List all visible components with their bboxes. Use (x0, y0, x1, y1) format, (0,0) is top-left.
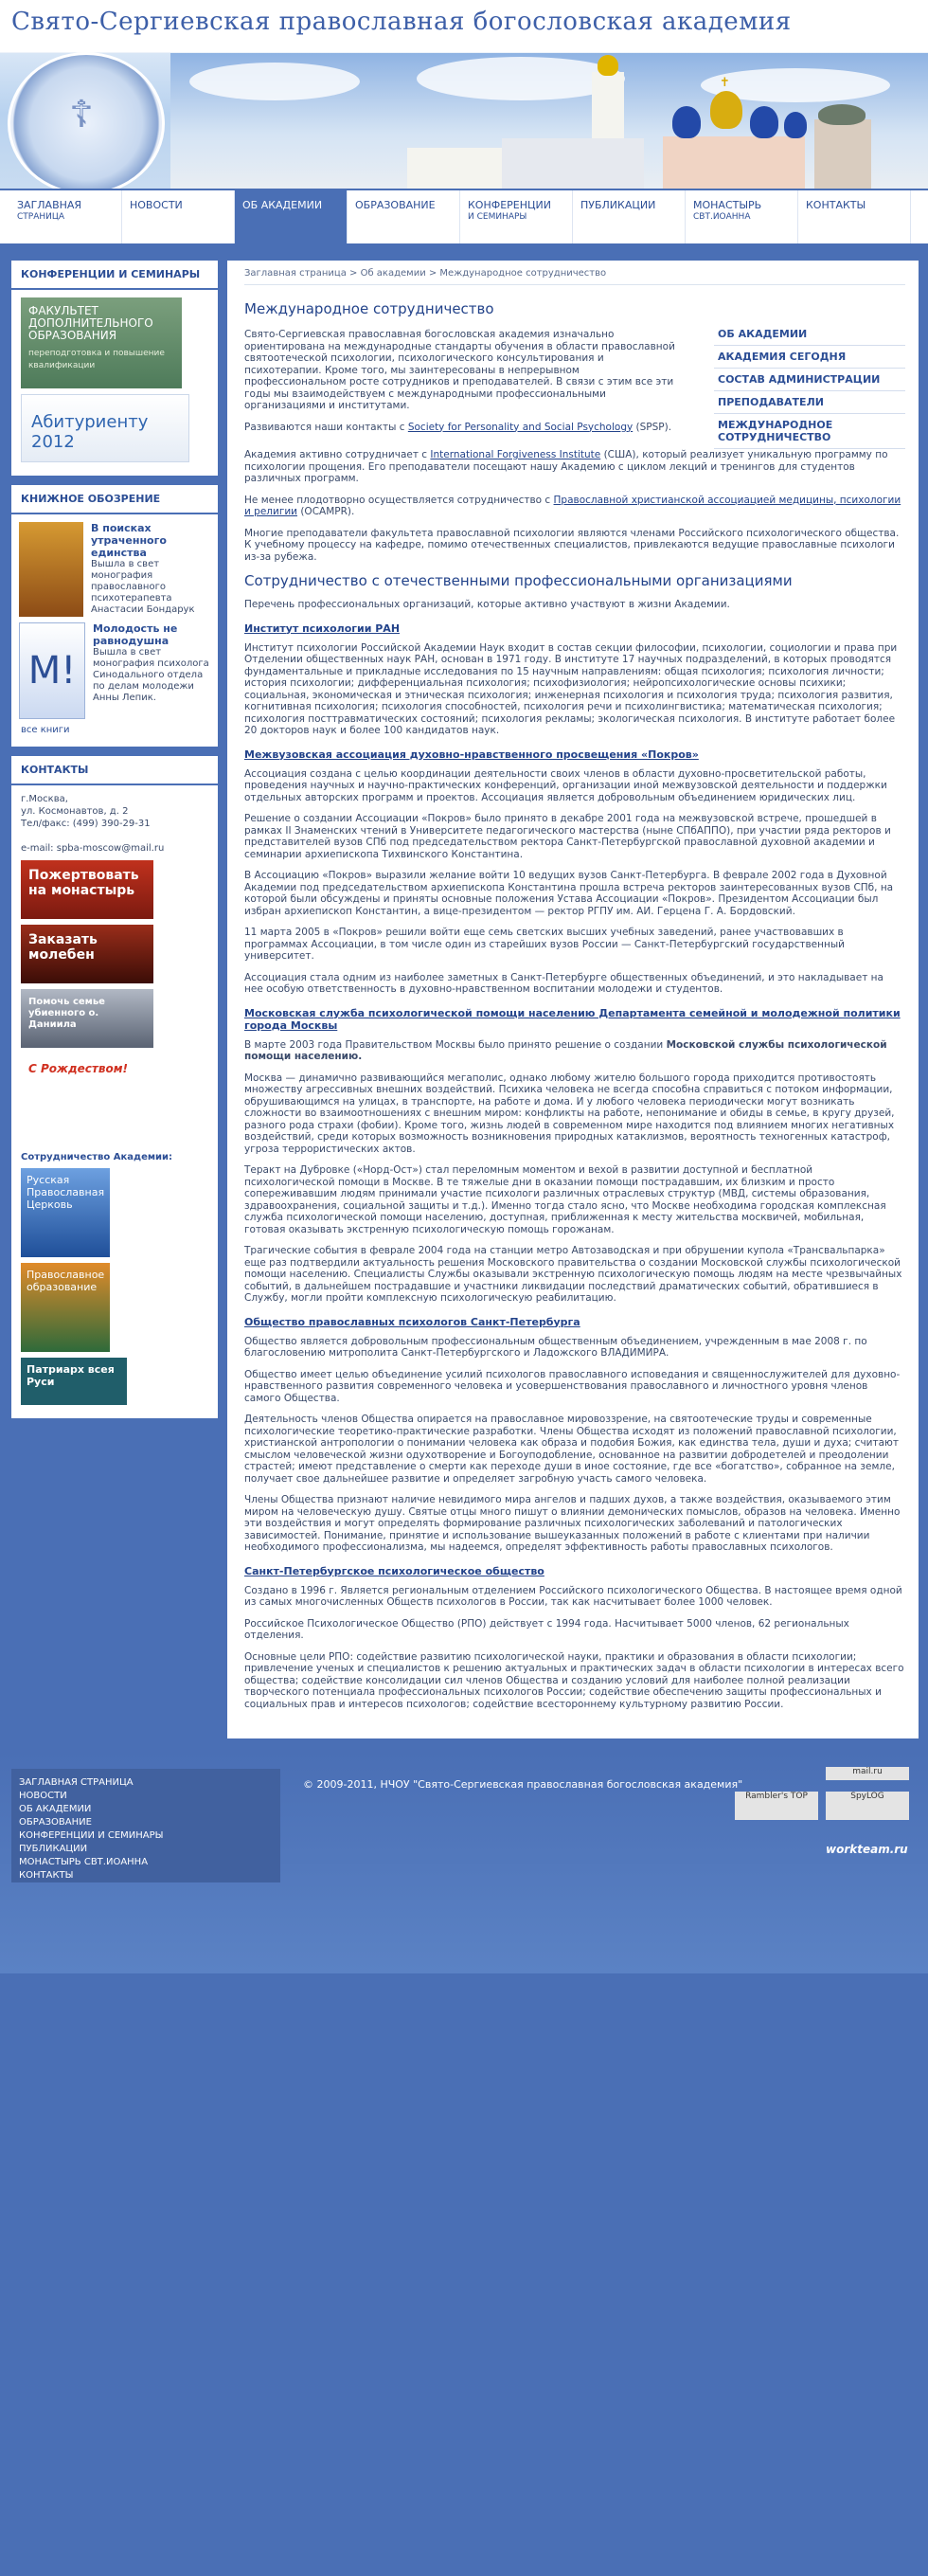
footer-link-news[interactable]: НОВОСТИ (19, 1791, 67, 1801)
main-area (0, 249, 928, 1738)
books-box (11, 485, 218, 747)
paragraph: Ассоциация стала одним из наиболее заметных в Санкт-Петербурге общественных объединений, и это накладывает на нее особую ответственность в духовно-нравственном воспитании молодежи и студентов. (244, 971, 883, 995)
order-prayer-banner[interactable]: Заказать молебен (21, 925, 153, 983)
paragraph: Москва — динамично развивающийся мегаполис, однако любому жителю большого города приходится противостоять множеству агрессивных внешних воздействий. Психика человека не всегда способна справиться с потоком информации, обрушивающимся на улицах, в транспорте, на работе и дома. И у любого человека периодически могут возникать сложности во взаимоотношениях с внешним миром: конфликты на работе, непонимание и обиды в семье, в кругу друзей, разного рода страхи (фобии). Кроме того, жизнь людей в современном мире находится под влиянием многих негативных воздействий, среди которых возможность возникновения природных катаклизмов, вероятность техногенных катастроф, угроза террористических актов. (244, 1072, 895, 1155)
paragraph: Свято-Сергиевская православная богословская академия изначально ориентирована на международные стандарты обучения в области православной святоотеческой психологии, психологического консультирования и психотерапии. Кроме того, мы заинтересованы в непрерывном профессиональном росте сотрудников и преподавателей. В связи с этим все эти годы мы взаимодействуем с международными профессиональными организациями и институтами. (244, 329, 675, 411)
conferences-box-title: КОНФЕРЕНЦИИ И СЕМИНАРЫ (11, 261, 218, 290)
footer-link-monastery[interactable]: МОНАСТЫРЬ СВТ.ИОАННА (19, 1857, 149, 1867)
footer-link-home[interactable]: ЗАГЛАВНАЯ СТРАНИЦА (19, 1777, 134, 1788)
content-top (244, 300, 905, 449)
header (0, 0, 928, 189)
footer-menu (11, 1769, 280, 1882)
paragraph: Общество является добровольным профессиональным общественным объединением, учрежденным в мае 2008 г. по благословению митрополита Санкт-Петербургского и Ладожского ВЛАДИМИРА. (244, 1335, 867, 1359)
content (227, 261, 919, 1738)
footer-link-publications[interactable]: ПУБЛИКАЦИИ (19, 1844, 88, 1854)
paragraph: Члены Общества признают наличие невидимого мира ангелов и падших духов, а также воздействия, оказываемого этим миром на человеческую душу. Святые отцы много пишут о влиянии демонических помыслов, образов на человека. Именно эти воздействия и могут определять формирование различных психологических заболеваний и патологических зависимостей. Понимание, принятие и использование вышеуказанных положений в работе с клиентами при наличии необходимого профессионализма, мы надеемся, определят эффективность работы православных психологов. (244, 1494, 901, 1553)
contact-email[interactable]: e-mail: spba-moscow@mail.ru (21, 843, 165, 854)
donate-monastery-banner[interactable]: Пожертвовать на монастырь (21, 860, 153, 919)
christmas-banner[interactable]: С Рождеством! (21, 1054, 153, 1143)
contact-city: г.Москва, (21, 794, 68, 804)
paragraph: В марте 2003 года Правительством Москвы было принято решение о создании Московской службы психологической помощи населению. (244, 1038, 887, 1062)
book-desc: Вышла в свет монография психолога Синодального отдела по делам молодежи Анны Лепик. (93, 647, 209, 703)
paragraph: Основные цели РПО: содействие развитию психологической науки, практики и образования в области психологии; привлечение ученых и специалистов к решению актуальных и практических задач в области психологии в интересах всего общества; содействие консолидации сил членов Общества и созданию условий для наиболее полной реализации творческого потенциала профессиональных психологов России; содействие обеспечению защиты профессиональных и социальных прав и интересов психологов; содействие всестороннему культурному развитию России. (244, 1650, 904, 1710)
academy-seal-logo[interactable] (8, 52, 165, 189)
nav-item-publications[interactable]: ПУБЛИКАЦИИ (573, 190, 686, 243)
paragraph: Развиваются наши контакты с Society for Personality and Social Psychology (SPSP). (244, 421, 672, 433)
footer-link-education[interactable]: ОБРАЗОВАНИЕ (19, 1817, 92, 1828)
section-nav-item-administration[interactable]: СОСТАВ АДМИНИСТРАЦИИ (714, 369, 905, 391)
nav-item-contacts[interactable]: КОНТАКТЫ (798, 190, 911, 243)
workteam-credit[interactable]: workteam.ru (826, 1843, 908, 1856)
paragraph: Деятельность членов Общества опирается на православное мировоззрение, на святоотеческие труды и современные психологические теоретико-практические разработки. Члены Общества исходят из положений православной психологии, христианской антропологии о понимании человека как образа и подобия Божия, как единства тела, души и духа; считают смыслом человеческой жизни одухотворение и Богоуподобление, основанное на развитии добродетелей и преодолении страстей; имеют представление о смерти как переходе души в иное состояние, где все «богатство», собранное на земле, получает свое дальнейшее развитие и определяет загробную участь самого человека. (244, 1414, 899, 1485)
nav-item-news[interactable]: НОВОСТИ (122, 190, 235, 243)
book-cover[interactable]: M! (19, 622, 85, 719)
footer-link-contacts[interactable]: КОНТАКТЫ (19, 1870, 74, 1881)
contacts-box-title: КОНТАКТЫ (11, 756, 218, 785)
nav-item-home[interactable]: ЗАГЛАВНАЯ СТРАНИЦА (9, 190, 122, 243)
contacts-box (11, 756, 218, 1418)
nav-item-education[interactable]: ОБРАЗОВАНИЕ (348, 190, 460, 243)
paragraph: Институт психологии Российской Академии Наук входит в состав секции философии, психологии, социологии и права при Отделении общественных наук РАН, основан в 1971 году. В институте 17 научных подразделений, в которых проводятся фундаментальные и прикладные исследования по 15 научным направлениям: общая психология; психология личности; история психологии; дифференциальная психология; психофизиология; нейропсихологические основы психики; социальная, экономическая и этническая психология; инженерная психология и психология труда; психология развития, когнитивная психология; психология способностей, психология речи и психолингвистика; математическая психология; психология посттравматических состояний; психология рекламы; экологическая психология. В институте работает более 20 докторов наук и более 100 кандидатов наук. (244, 641, 898, 736)
ocampr-link[interactable]: Православной христианской ассоциацией медицины, психологии и религии (244, 494, 901, 517)
book-title[interactable]: В поисках утраченного единства (91, 522, 167, 559)
paragraph: 11 марта 2005 в «Покров» решили войти еще семь светских высших учебных заведений, ранее участвовавших в программах Ассоциации, в том числе один из старейших вузов России — Санкт-Петербургский государственный университет. (244, 927, 845, 962)
spsp-link[interactable]: Society for Personality and Social Psychology (407, 421, 634, 433)
contact-phone: Тел/факс: (499) 390-29-31 (21, 819, 151, 829)
footer-link-conferences[interactable]: КОНФЕРЕНЦИИ И СЕМИНАРЫ (19, 1830, 164, 1841)
contact-street: ул. Космонавтов, д. 2 (21, 806, 129, 817)
nav-item-about[interactable]: ОБ АКАДЕМИИ (235, 190, 348, 243)
org-heading-spb-society[interactable]: Санкт-Петербургское психологическое общество (244, 1564, 544, 1577)
paragraph: В Ассоциацию «Покров» выразили желание войти 10 ведущих вузов Санкт-Петербурга. В феврале 2002 года в Духовной Академии под председательством архиепископа Константина прошла встреча ректоров заинтересованных вузов СПб, на которой были обсуждены и приняты основные положения Устава Ассоциации «Покров». Президентом Ассоциации был избран архиепископ Константин, а вице-президентом — ректор РГПУ им. АИ. Герцена Г. А. Бордовский. (244, 870, 894, 917)
paragraph: Создано в 1996 г. Является региональным отделением Российского психологического Общества. В настоящее время одной из самых многочисленных Обществ психологов в России, так как насчитывает более 1000 человек. (244, 1584, 902, 1608)
spylog-counter[interactable]: SpyLOG (826, 1792, 909, 1820)
org-heading-moscow-service[interactable]: Московская служба психологической помощи населению Департамента семейной и молодежной политики города Москвы (244, 1006, 901, 1032)
paragraph: Многие преподаватели факультета православной психологии являются членами Российского психологического общества. К учебному процессу на кафедре, помимо отечественных специалистов, привлекаются ведущие православные психологи из-за рубежа. (244, 527, 900, 563)
copyright: © 2009-2011, НЧОУ "Свято-Сергиевская православная богословская академия" (303, 1778, 743, 1791)
nav-item-conferences[interactable]: КОНФЕРЕНЦИИ И СЕМИНАРЫ (460, 190, 573, 243)
breadcrumb[interactable]: Заглавная страница > Об академии > Международное сотрудничество (244, 268, 905, 285)
section-nav-item-international[interactable]: МЕЖДУНАРОДНОЕ СОТРУДНИЧЕСТВО (714, 414, 905, 449)
cooperation-title: Сотрудничество Академии: (21, 1152, 173, 1162)
org-heading-ras[interactable]: Институт психологии РАН (244, 621, 401, 635)
paragraph: Трагические события в феврале 2004 года на станции метро Автозаводская и при обрушении купола «Трансвальпарка» еще раз подтвердили актуальность решения Московского правительства о создании Московской службы психологической помощи населению. Специалисты Службы оказывали экстренную психологическую помощь людям на месте чрезвычайных событий, в дальнейшем пострадавшие и участники ликвидации последствий драматических событий, обратившиеся в Службу, могли пройти комплексную психологическую реабилитацию. (244, 1245, 902, 1304)
book-item[interactable] (19, 522, 210, 617)
forgiveness-institute-link[interactable]: International Forgiveness Institute (430, 449, 601, 460)
contacts-info (11, 793, 218, 855)
nav-item-monastery[interactable]: МОНАСТЫРЬ СВТ.ИОАННА (686, 190, 798, 243)
books-box-title: КНИЖНОЕ ОБОЗРЕНИЕ (11, 485, 218, 514)
book-title[interactable]: Молодость не равнодушна (93, 622, 178, 647)
book-desc: Вышла в свет монография православного психотерапевта Анастасии Бондарук (91, 559, 195, 615)
paragraph: Российское Психологическое Общество (РПО) действует с 1994 года. Насчитывает 5000 членов, 62 региональных отделения. (244, 1617, 849, 1641)
section-nav-item-teachers[interactable]: ПРЕПОДАВАТЕЛИ (714, 391, 905, 414)
paragraph: Не менее плодотворно осуществляется сотрудничество с Православной христианской ассоциацией медицины, психологии и религии (OCAMPR). (244, 494, 901, 517)
section-nav (714, 323, 905, 449)
footer-link-about[interactable]: ОБ АКАДЕМИИ (19, 1804, 92, 1814)
orthodox-education-banner[interactable]: Православное образование (21, 1263, 110, 1352)
angel-icon: ☦ (69, 93, 94, 136)
russian-church-banner[interactable]: Русская Православная Церковь (21, 1168, 110, 1257)
page-title: Международное сотрудничество (244, 300, 494, 317)
intro (244, 300, 675, 449)
paragraph: Перечень профессиональных организаций, которые активно участвуют в жизни Академии. (244, 599, 730, 610)
section-nav-item-today[interactable]: АКАДЕМИЯ СЕГОДНЯ (714, 346, 905, 369)
book-item[interactable] (19, 622, 210, 719)
footer (0, 1752, 928, 1973)
conferences-box (11, 261, 218, 476)
mailru-counter[interactable]: mail.ru (826, 1767, 909, 1780)
additional-education-banner[interactable]: ФАКУЛЬТЕТ ДОПОЛНИТЕЛЬНОГО ОБРАЗОВАНИЯ переподготовка и повышение квалификации (21, 297, 182, 388)
all-books-link[interactable]: все книги (21, 725, 70, 735)
main-nav (0, 189, 928, 249)
paragraph: Академия активно сотрудничает с International Forgiveness Institute (США), который реализует уникальную программу по психологии прощения. Его преподаватели посещают нашу Академию с циклом лекций и тренингов для студентов различных программ. (244, 449, 888, 484)
section-nav-item-about[interactable]: ОБ АКАДЕМИИ (714, 323, 905, 346)
help-family-banner[interactable]: Помочь семье убиенного о. Даниила (21, 989, 153, 1048)
book-cover[interactable] (19, 522, 83, 617)
paragraph: Ассоциация создана с целью координации деятельности своих членов в области духовно-просветительской работы, проведения научных и научно-практических конференций, организации иной межвузовской деятельности и поддержки отдельных авторских программ и проектов. Ассоциация является добровольным объединением юридических лиц. (244, 767, 887, 803)
paragraph: Теракт на Дубровке («Норд-Ост») стал переломным моментом и вехой в развитии доступной и бесплатной психологической помощи в Москве. В те тяжелые дни в оказании помощи пострадавшим, их близким и просто сопереживавшим людям принимали участие психологи различных отраслевых структур (МВД, системы образования, здравоохранения, социальной защиты и т.д.). Именно тогда стало ясно, что Москве необходима городская комплексная служба психологической помощи населению, доступная, приближенная к месту жительства москвичей, мобильная, готовая оказывать экстренную психологическую помощь горожанам. (244, 1164, 886, 1235)
section-heading: Сотрудничество с отечественными профессиональными организациями (244, 572, 793, 589)
paragraph: Общество имеет целью объединение усилий психологов православного исповедания и священнослужителей для духовно-нравственного развития современного человека и усовершенствования православного и личностного уровня членов самого Общества. (244, 1368, 901, 1404)
org-heading-pokrov[interactable]: Межвузовская ассоциация духовно-нравственного просвещения «Покров» (244, 748, 699, 761)
applicant-2012-banner[interactable]: Абитуриенту 2012 (21, 394, 189, 462)
paragraph: Решение о создании Ассоциации «Покров» было принято в декабре 2001 года на межвузовской встрече, прошедшей в рамках II Знаменских чтений в Университете педагогического мастерства (ныне СПбАППО), при участии ряда ректоров и представителей вузов СПб под председательством ректора Санкт-Петербургской православной духовной академии и семинарии архиепископа Тихвинского Константина. (244, 813, 891, 860)
org-heading-orthodox-psychologists[interactable]: Общество православных психологов Санкт-Петербурга (244, 1315, 580, 1328)
patriarch-banner[interactable]: Патриарх всея Руси (21, 1358, 127, 1405)
header-photo: ✝ (170, 53, 928, 189)
rambler-counter[interactable]: Rambler's TOP (735, 1792, 818, 1820)
site-title[interactable]: Свято-Сергиевская православная богословская академия (11, 8, 792, 36)
sidebar (11, 261, 218, 1738)
